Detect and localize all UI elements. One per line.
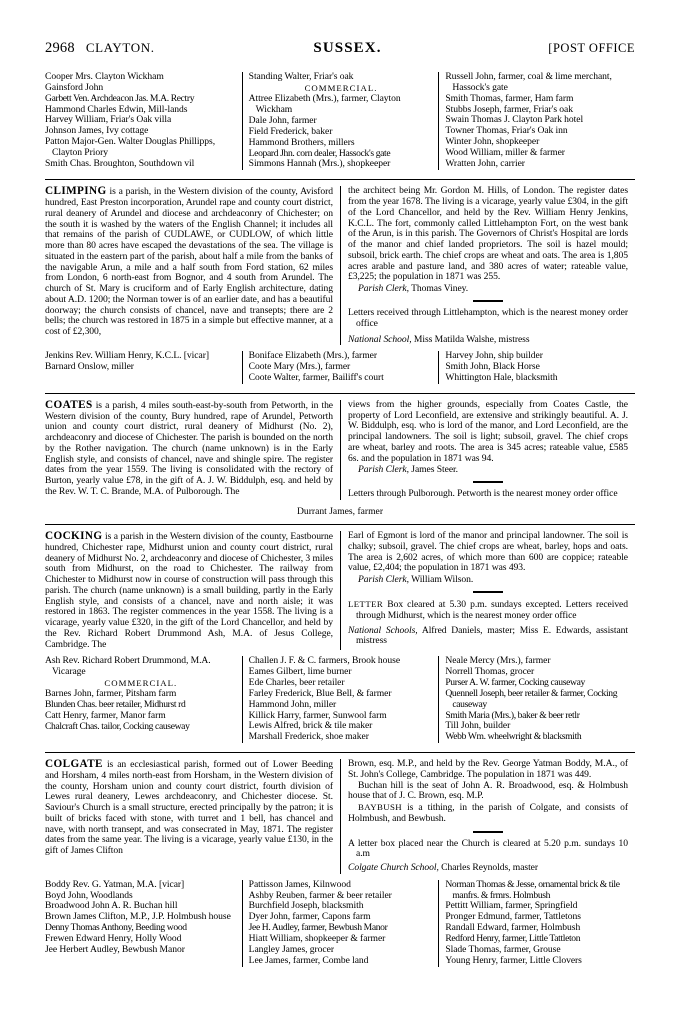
list-item: Frewen Edward Henry, Holly Wood <box>45 933 182 944</box>
list-item: Ede Charles, beer retailer <box>248 676 345 688</box>
clayton-column-3 <box>438 72 635 170</box>
school-staff: Miss Matilda Walshe, mistress <box>413 333 530 345</box>
coates-letters: Letters through Pulborough. Petworth is the nearest money order office <box>348 488 618 500</box>
climping-letters: Letters received through Littlehampton, which is the nearest money order office <box>348 307 628 329</box>
colgate-prose <box>45 759 635 874</box>
parish-description-text: is a parish in the Western division of the county, Eastbourne hundred, Chichester rape, Midhurst union and county court district, rural deanery of Midhurst No. 2, archdeaconry and diocese of Chichester, 3 miles south from Midhurst, on the road to Chichester. The railway from Chichester to Midhurst now in course of construction will pass through this parish. The church (name unknown) is a small building, partly in the Early English style, and consists of a chancel, nave and north aisle; it was restored in 1863. The register commences in the year 1558. The living is a vicarage, yearly value £320, in the gift of the Lord Chancellor, and held by the Rev. Richard Robert Drummond Ash, M.A. of Jesus College, Cambridge. The <box>45 531 333 650</box>
list-item: Hiatt William, shopkeeper & farmer <box>248 933 386 944</box>
climping-prose <box>45 186 635 345</box>
list-item: Norman Thomas & Jesse, ornamental brick & tile manfrs. & frmrs. Holmbush <box>445 878 620 901</box>
colgate-letter-box: A letter box placed near the Church is cleared at 5.20 p.m. sundays 10 a.m <box>348 837 628 860</box>
baybush-text: is a tithing, in the parish of Colgate, and consists of Holmbush, and Bewbush. <box>348 802 628 824</box>
parish-description-text: is an ecclesiastical parish, formed out of Lower Beeding and Horsham, 4 miles north-east from Horsham, in the Western division of the county, Horsham union and county court district, fourth division of Lewes rural deanery, Lewes archdeaconry, and Chichester diocese. St. Saviour's Church is a small structure, erected principally by the patron; it is built of bricks faced with stone, with turret and 1 bell, has chancel and nave, with north transept, and was consecrated in May, 1871. The register dates from the same year. The living is a vicarage, yearly value £130, in the gift of James Clifton <box>45 759 333 857</box>
list-item: Field Frederick, baker <box>248 125 333 137</box>
list-item: Burchfield Joseph, blacksmith <box>248 900 364 912</box>
colgate-description-left <box>45 759 333 857</box>
running-head-parish: CLAYTON. <box>85 40 155 55</box>
list-item: Harvey William, Friar's Oak villa <box>45 114 172 126</box>
list-item-text: Swain Thomas J. Clayton Park hotel <box>445 114 584 126</box>
cocking-description-right: Earl of Egmont is lord of the manor and principal landowner. The soil is chalky; subsoil, gravel. The chief crops are wheat, barley, hops and oats. The area is 2,602 acres, of which more than 600 are coppice; rateable value, £2,404; the population in 1871 was 493. <box>348 530 628 574</box>
list-item: Farley Frederick, Blue Bell, & farmer <box>248 687 392 699</box>
list-item: Smith Chas. Broughton, Southdown vil <box>45 157 195 169</box>
list-item: Webb Wm. wheelwright & blacksmith <box>445 731 582 743</box>
directory-page <box>45 40 635 967</box>
cocking-letter-box <box>348 599 628 622</box>
list-item: Towner Thomas, Friar's Oak inn <box>445 125 568 137</box>
list-item: Hammond Charles Edwin, Mill-lands <box>45 103 188 115</box>
cocking-description-left <box>45 531 333 650</box>
parish-name: COCKING <box>45 530 103 543</box>
climping-school <box>348 335 628 346</box>
list-item: Dale John, farmer <box>248 115 317 127</box>
colgate-column-1 <box>45 880 242 967</box>
list-item: Russell John, farmer, coal & lime merchant, Hassock's gate <box>445 71 612 93</box>
short-rule <box>473 481 503 483</box>
list-item: Purser A. W. farmer, Cocking causeway <box>445 676 585 688</box>
colgate-column-2 <box>242 880 439 967</box>
list-item: Patton Major-Gen. Walter Douglas Phillipps, Clayton Priory <box>45 136 216 158</box>
list-item: Lee James, farmer, Combe land <box>248 954 369 966</box>
climping-column-right <box>340 186 635 345</box>
list-item: Smith Maria (Mrs.), baker & beer retlr <box>445 709 580 721</box>
list-item: Young Henry, farmer, Little Clovers <box>445 954 582 966</box>
list-item: Norrell Thomas, grocer <box>445 666 535 678</box>
school-label: National School, <box>348 333 412 345</box>
parish-clerk-label: Parish Clerk, <box>358 283 409 294</box>
list-item: Blunden Chas. beer retailer, Midhurst rd <box>45 699 186 711</box>
climping-description-right: the architect being Mr. Gordon M. Hills, of London. The register dates from the year 1678. The living is a vicarage, yearly value £304, in the gift of the Lord Chancellor, and held by the Rev. William Henry Jenkins, K.C.L. The fort, commonly called Littlehampton Fort, on the west bank of the Arun, is in this parish. The Governors of Christ's Hospital are lords of the manor and chief landed proprietors. The soil is hazel mould; subsoil, brick earth. The chief crops are wheat and oats. The area is 1,805 acres arable and pasture land, and 380 acres of water; rateable value, £3,225; the population in 1871 was 255. <box>348 185 628 283</box>
list-item: Standing Walter, Friar's oak <box>248 71 354 82</box>
short-rule <box>473 831 503 833</box>
cocking-column-right <box>340 531 635 650</box>
list-item: Denny Thomas Anthony, Beeding wood <box>45 922 187 934</box>
list-item: Challen J. F. & C. farmers, Brook house <box>248 655 401 667</box>
list-item: Garbett Ven. Archdeacon Jas. M.A. Rectry <box>45 92 195 104</box>
colgate-listings <box>45 880 635 967</box>
climping-column-left <box>45 186 340 345</box>
list-item: Cooper Mrs. Clayton Wickham <box>45 71 164 82</box>
list-item: Eames Gilbert, lime burner <box>248 666 352 678</box>
short-rule <box>473 300 503 302</box>
parish-name: CLIMPING <box>45 185 107 198</box>
list-item: Wratten John, carrier <box>445 157 525 169</box>
list-item: Gainsford John <box>45 81 104 93</box>
list-item: Barnard Onslow, miller <box>45 361 134 373</box>
clayton-commercial-heading: COMMERCIAL. <box>304 82 378 93</box>
colgate-column-right <box>340 759 635 874</box>
list-item: Marshall Frederick, shoe maker <box>248 731 369 743</box>
school-label: Colgate Church School, <box>348 862 439 874</box>
clayton-column-2 <box>242 72 439 170</box>
list-item: Chalcraft Chas. tailor, Cocking causeway <box>45 721 190 732</box>
school-staff: Charles Reynolds, master <box>441 862 539 874</box>
cocking-column-2 <box>242 656 439 743</box>
colgate-column-left <box>45 759 340 874</box>
cocking-column-left <box>45 531 340 650</box>
clayton-listings <box>45 72 635 170</box>
list-item: Simmons Hannah (Mrs.), shopkeeper <box>248 158 391 170</box>
list-item: Brown James Clifton, M.P., J.P. Holmbush house <box>45 911 231 923</box>
list-item: Ash Rev. Richard Robert Drummond, M.A. Vicarage <box>45 655 211 678</box>
short-rule <box>473 591 503 593</box>
colgate-seats: Buchan hill is the seat of John A. R. Broadwood, esq. & Holmbush house that of J. C. Brown, esq. M.P. <box>348 779 628 802</box>
list-item: Neale Mercy (Mrs.), farmer <box>445 655 551 667</box>
list-item: Jee H. Audley, farmer, Bewbush Manor <box>248 922 388 934</box>
running-head-left <box>45 40 245 57</box>
coates-resident: Durrant James, farmer <box>296 506 384 518</box>
clayton-column-1 <box>45 72 242 170</box>
list-item: Boniface Elizabeth (Mrs.), farmer <box>248 350 377 362</box>
parish-clerk-name: James Steer. <box>411 464 458 476</box>
list-item: Redford Henry, farmer, Little Tattleton <box>445 933 581 944</box>
list-item: Attree Elizabeth (Mrs.), farmer, Clayton Wickham <box>248 93 401 116</box>
cocking-parish-clerk <box>348 574 628 585</box>
list-item: Langley James, grocer <box>248 943 334 955</box>
list-item: Wood William, miller & farmer <box>445 146 565 158</box>
running-head-section: [POST OFFICE <box>548 41 635 55</box>
list-item: Broadwood John A. R. Buchan hill <box>45 900 178 912</box>
list-item: Boyd John, Woodlands <box>45 889 133 901</box>
climping-column-1 <box>45 351 242 384</box>
list-item: Barnes John, farmer, Pitsham farm <box>45 688 177 700</box>
list-item: Jee Herbert Audley, Bewbush Manor <box>45 943 185 955</box>
cocking-commercial-heading: COMMERCIAL. <box>104 677 178 688</box>
schools-label: National Schools, <box>348 624 418 636</box>
list-item: Killick Harry, farmer, Sunwool farm <box>248 709 387 721</box>
list-item: Randall Edward, farmer, Holmbush <box>445 922 581 934</box>
colgate-column-3 <box>438 880 635 967</box>
cocking-column-3 <box>438 656 635 743</box>
parish-description-text: is a parish, 4 miles south-east-by-south from Petworth, in the Western division of the county, Bury hundred, rape of Arundel, Petworth union and county court district, rural deanery of Midhurst (No. 2), archdeaconry and diocese of Chichester. The parish is bounded on the north by the Rother navigation. The church (name unknown) is in the Early English style, and consists of chancel, nave and shingle spire. The register dates from the year 1559. The living is consolidated with the rectory of Burton, yearly value £78, in the gift of A. J. W. Biddulph, esq. and held by the Rev. W. T. C. Brande, M.A. of Pulborough. The <box>45 399 334 497</box>
colgate-baybush <box>348 802 628 825</box>
list-item: Catt Henry, farmer, Manor farm <box>45 710 166 722</box>
page-number: 2968 <box>45 40 75 56</box>
list-item: Coote Mary (Mrs.), farmer <box>248 361 351 373</box>
coates-prose <box>45 400 635 500</box>
climping-column-2 <box>242 351 439 384</box>
climping-description-left <box>45 186 333 338</box>
list-item: Boddy Rev. G. Yatman, M.A. [vicar] <box>45 878 185 890</box>
coates-column-left <box>45 400 340 500</box>
list-item: Smith Thomas, farmer, Ham farm <box>445 92 574 104</box>
letter-box-label: LETTER <box>348 599 384 610</box>
coates-parish-clerk <box>348 464 628 475</box>
list-item: Hammond John, miller <box>248 698 337 710</box>
parish-name: COATES <box>45 398 93 411</box>
parish-name: COLGATE <box>45 758 103 771</box>
coates-description-right: views from the higher grounds, especially from Coates Castle, the property of Lord Leconfield, are extensive and strikingly beautiful. A. J. W. Biddulph, esq. who is lord of the manor, and Lord Leconfield, are the principal landowners. The soil is light; subsoil, gravel. The chief crops are wheat, barley and roots. The area is 345 acres; rateable value, £585 6s. and the population in 1871 was 94. <box>348 398 628 464</box>
list-item: Harvey John, ship builder <box>445 350 543 362</box>
list-item: Ashby Reuben, farmer & beer retailer <box>248 889 392 901</box>
list-item: Quennell Joseph, beer retailer & farmer, Cocking causeway <box>445 687 618 710</box>
list-item: Pettitt William, farmer, Springfield <box>445 900 578 912</box>
list-item: Till John, builder <box>445 720 511 732</box>
list-item: Hammond Brothers, millers <box>248 136 355 148</box>
schools-staff: Alfred Daniels, master; Miss E. Edwards, assistant mistress <box>356 624 628 647</box>
list-item: Slade Thomas, farmer, Grouse <box>445 943 561 955</box>
letter-box-text: Box cleared at 5.30 p.m. sundays excepted. Letters received through Midhurst, which is the nearest money order office <box>356 599 628 621</box>
parish-clerk-name: William Wilson. <box>411 574 474 586</box>
cocking-listings <box>45 656 635 743</box>
list-item: Leopard Jhn. corn dealer, Hassock's gate <box>248 147 391 159</box>
list-item: Winter John, shopkeeper <box>445 136 540 148</box>
climping-listings <box>45 351 635 384</box>
coates-description-left <box>45 400 333 498</box>
running-head-county: SUSSEX. <box>313 40 382 56</box>
climping-parish-clerk <box>348 283 628 294</box>
parish-clerk-name: Thomas Viney. <box>411 283 469 294</box>
list-item: Johnson James, Ivy cottage <box>45 125 149 137</box>
cocking-prose <box>45 531 635 650</box>
parish-description-text: is a parish, in the Western division of the county, Avisford hundred, East Preston incorporation, Arundel rape and county court district, rural deanery of Arundel and diocese and archdeaconry of Chichester; on the south it is washed by the waters of the English Channel; it includes all that remains of the parish of CUDLAWE, or CUDLOW, of which little more than 80 acres have escaped the devastations of the sea. The village is situated in the eastern part of the parish, about half a mile from the banks of the navigable Arun, a mile and a half south from Ford station, 62 miles from London, 6 north-east from Bognor, and 4 south from Arundel. The church of St. Mary is cruciform and of Early English architecture, dating about A.D. 1200; the Norman tower is of an earlier date, and has a beautiful doorway; the church consists of chancel, nave and transepts; there are 2 bells; the church was restored in 1875 in a simple but effective manner, at a cost of £2,300, <box>45 186 333 337</box>
list-item: Dyer John, farmer, Capons farm <box>248 911 371 923</box>
list-item: Coote Walter, farmer, Bailiff's court <box>248 371 384 383</box>
list-item: Jenkins Rev. William Henry, K.C.L. [vicar] <box>45 350 209 362</box>
list-item: Whittington Hale, blacksmith <box>445 371 558 383</box>
running-head <box>45 40 635 60</box>
parish-clerk-label: Parish Clerk, <box>358 464 409 476</box>
parish-clerk-label: Parish Clerk, <box>358 574 409 586</box>
list-item: Lewis Alfred, brick & tile maker <box>248 720 373 732</box>
cocking-column-1 <box>45 656 242 743</box>
list-item: Stubbs Joseph, farmer, Friar's oak <box>445 103 573 115</box>
list-item: Pattisson James, Kilnwood <box>248 878 351 890</box>
baybush-label: BAYBUSH <box>358 802 403 813</box>
list-item: Pronger Edmund, farmer, Tattletons <box>445 911 581 923</box>
coates-column-right <box>340 400 635 500</box>
climping-column-3 <box>438 351 635 384</box>
colgate-description-right: Brown, esq. M.P., and held by the Rev. George Yatman Boddy, M.A., of St. John's College, Cambridge. The population in 1871 was 449. <box>348 758 628 780</box>
cocking-schools <box>348 626 628 648</box>
list-item: Smith John, Black Horse <box>445 361 540 373</box>
colgate-school <box>348 863 628 874</box>
